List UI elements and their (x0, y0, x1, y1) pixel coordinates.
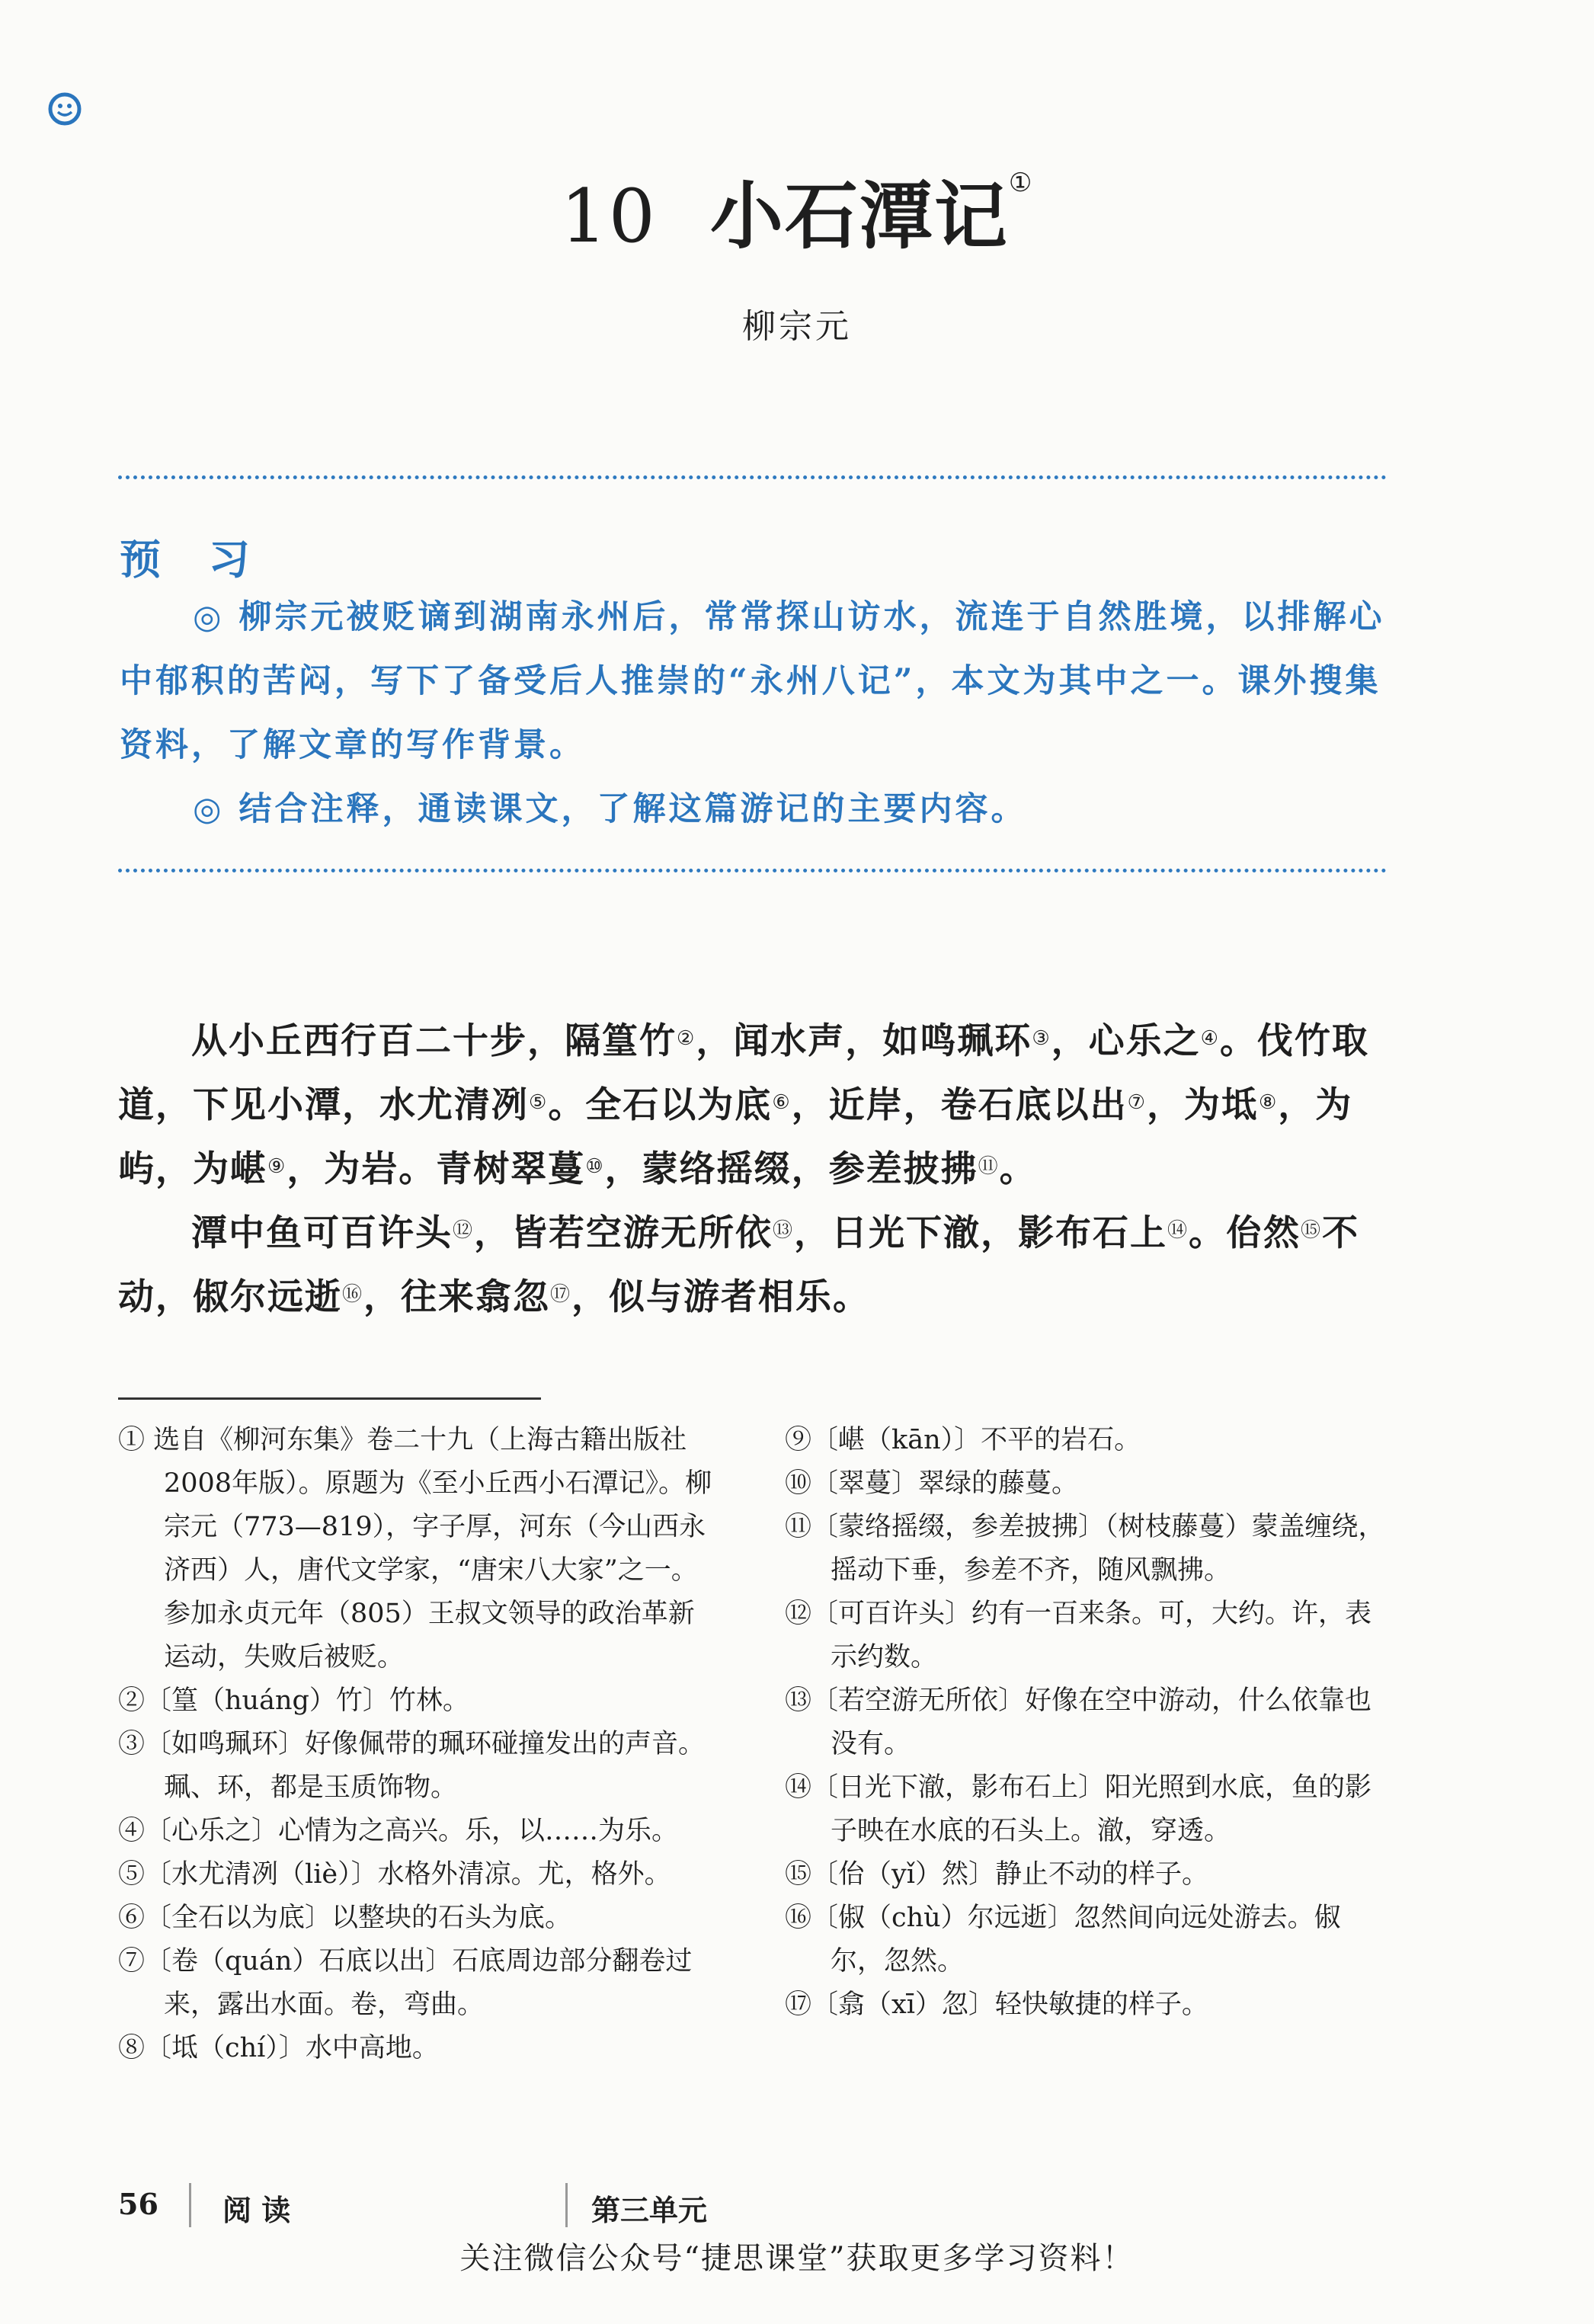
footnote-item: ⑥〔全石以为底〕以整块的石头为底。 (118, 1903, 572, 1933)
footnote-item: ① 选自《柳河东集》卷二十九（上海古籍出版社2008年版）。原题为《至小丘西小石潭记》。柳宗元（773—819），字子厚，河东（今山西永济西）人，唐代文学家，“唐宋八大家”之一。参加永贞元年（805）王叔文领导的政治革新运动，失败后被贬。 (118, 1425, 712, 1673)
author-name: 柳宗元 (742, 307, 852, 346)
preview-top-divider (118, 475, 1387, 479)
text-paragraph-2: 潭中鱼可百许头⑫，皆若空游无所依⑬，日光下澈，影布石上⑭。佁然⑮不动，俶尔远逝⑯，往来翕忽⑰，似与游者相乐。 (118, 1212, 1360, 1318)
footnote-item: ②〔篁（huáng）竹〕竹林。 (118, 1685, 469, 1716)
footnote-ref[interactable]: ⑬ (773, 1219, 795, 1242)
footnote-ref[interactable]: ③ (1032, 1027, 1051, 1050)
lesson-title-text: 小石潭记 (709, 173, 1009, 259)
preview-body (120, 585, 1388, 841)
footnote-item: ⑨〔嵁（kān）〕不平的岩石。 (785, 1425, 1141, 1455)
footnotes-right-column (785, 1419, 1387, 2027)
page-number: 56 (118, 2187, 158, 2221)
lesson-title (0, 158, 1594, 263)
footnote-ref[interactable]: ② (677, 1027, 696, 1050)
footnote-item: ⑪〔蒙络摇缀，参差披拂〕（树枝藤蔓）蒙盖缠绕，摇动下垂，参差不齐，随风飘拂。 (785, 1512, 1385, 1586)
footnote-item: ⑭〔日光下澈，影布石上〕阳光照到水底，鱼的影子映在水底的石头上。澈，穿透。 (785, 1772, 1372, 1846)
footnote-item: ⑰〔翕（xī）忽〕轻快敏捷的样子。 (785, 1989, 1208, 2020)
footer-divider (189, 2183, 191, 2227)
footnote-ref[interactable]: ④ (1200, 1027, 1220, 1050)
footnote-item: ⑫〔可百许头〕约有一百来条。可，大约。许，表示约数。 (785, 1599, 1372, 1673)
footnote-item: ⑦〔卷（quán）石底以出〕石底周边部分翻卷过来，露出水面。卷，弯曲。 (118, 1946, 693, 2020)
preview-heading: 预 习 (120, 535, 267, 584)
preview-bottom-divider (118, 869, 1387, 872)
lesson-number: 10 (560, 174, 657, 259)
text-paragraph-1: 从小丘西行百二十步，隔篁竹②，闻水声，如鸣珮环③，心乐之④。伐竹取道，下见小潭，水尤清冽⑤。全石以为底⑥，近岸，卷石底以出⑦，为坻⑧，为屿，为嵁⑨，为岩。青树翠蔓⑩，蒙络摇缀，参差披拂⑪。 (118, 1020, 1369, 1190)
main-text (118, 1010, 1387, 1330)
smiley-face-icon (47, 91, 82, 126)
footnote-ref[interactable]: ⑧ (1258, 1091, 1279, 1114)
bottom-note: 关注微信公众号“捷思课堂”获取更多学习资料！ (459, 2241, 1135, 2276)
unit-label: 第三单元 (591, 2193, 708, 2227)
footnote-item: ③〔如鸣珮环〕好像佩带的珮环碰撞发出的声音。珮、环，都是玉质饰物。 (118, 1729, 706, 1803)
section-label: 阅 读 (222, 2193, 291, 2227)
footnote-item: ⑩〔翠蔓〕翠绿的藤蔓。 (785, 1468, 1079, 1499)
footnote-ref[interactable]: ⑯ (342, 1283, 364, 1306)
footnote-ref[interactable]: ⑫ (453, 1219, 475, 1242)
footnote-item: ④〔心乐之〕心情为之高兴。乐，以……为乐。 (118, 1816, 679, 1846)
footnote-ref[interactable]: ⑭ (1167, 1219, 1189, 1242)
footnote-ref[interactable]: ⑮ (1301, 1219, 1323, 1242)
footnote-item: ⑮〔佁（yǐ）然〕静止不动的样子。 (785, 1859, 1208, 1890)
footnote-separator (118, 1397, 541, 1400)
footnote-ref[interactable]: ⑩ (585, 1155, 605, 1178)
footnote-item: ⑤〔水尤清冽（liè）〕水格外清凉。尤，格外。 (118, 1859, 671, 1890)
footnote-item: ⑬〔若空游无所依〕好像在空中游动，什么依靠也没有。 (785, 1685, 1372, 1759)
footnote-ref[interactable]: ⑥ (772, 1091, 792, 1114)
footer-divider (565, 2183, 568, 2227)
preview-paragraph: ◎ 结合注释，通读课文，了解这篇游记的主要内容。 (193, 790, 1027, 828)
footnotes-left-column (118, 1419, 720, 2070)
title-footnote-marker[interactable]: ① (1008, 168, 1034, 198)
footnote-item: ⑯〔俶（chù）尔远逝〕忽然间向远处游去。俶尔，忽然。 (785, 1903, 1341, 1977)
footnote-ref[interactable]: ⑦ (1127, 1091, 1147, 1114)
footnote-ref[interactable]: ⑤ (529, 1091, 549, 1114)
footnote-item: ⑧〔坻（chí）〕水中高地。 (118, 2033, 439, 2063)
footnote-ref[interactable]: ⑪ (978, 1155, 1000, 1178)
preview-paragraph: ◎ 柳宗元被贬谪到湖南永州后，常常探山访水，流连于自然胜境，以排解心中郁积的苦闷，写下了备受后人推崇的“永州八记”，本文为其中之一。课外搜集资料，了解文章的写作背景。 (120, 598, 1385, 764)
footnote-ref[interactable]: ⑨ (267, 1155, 287, 1178)
footnote-ref[interactable]: ⑰ (550, 1283, 572, 1306)
